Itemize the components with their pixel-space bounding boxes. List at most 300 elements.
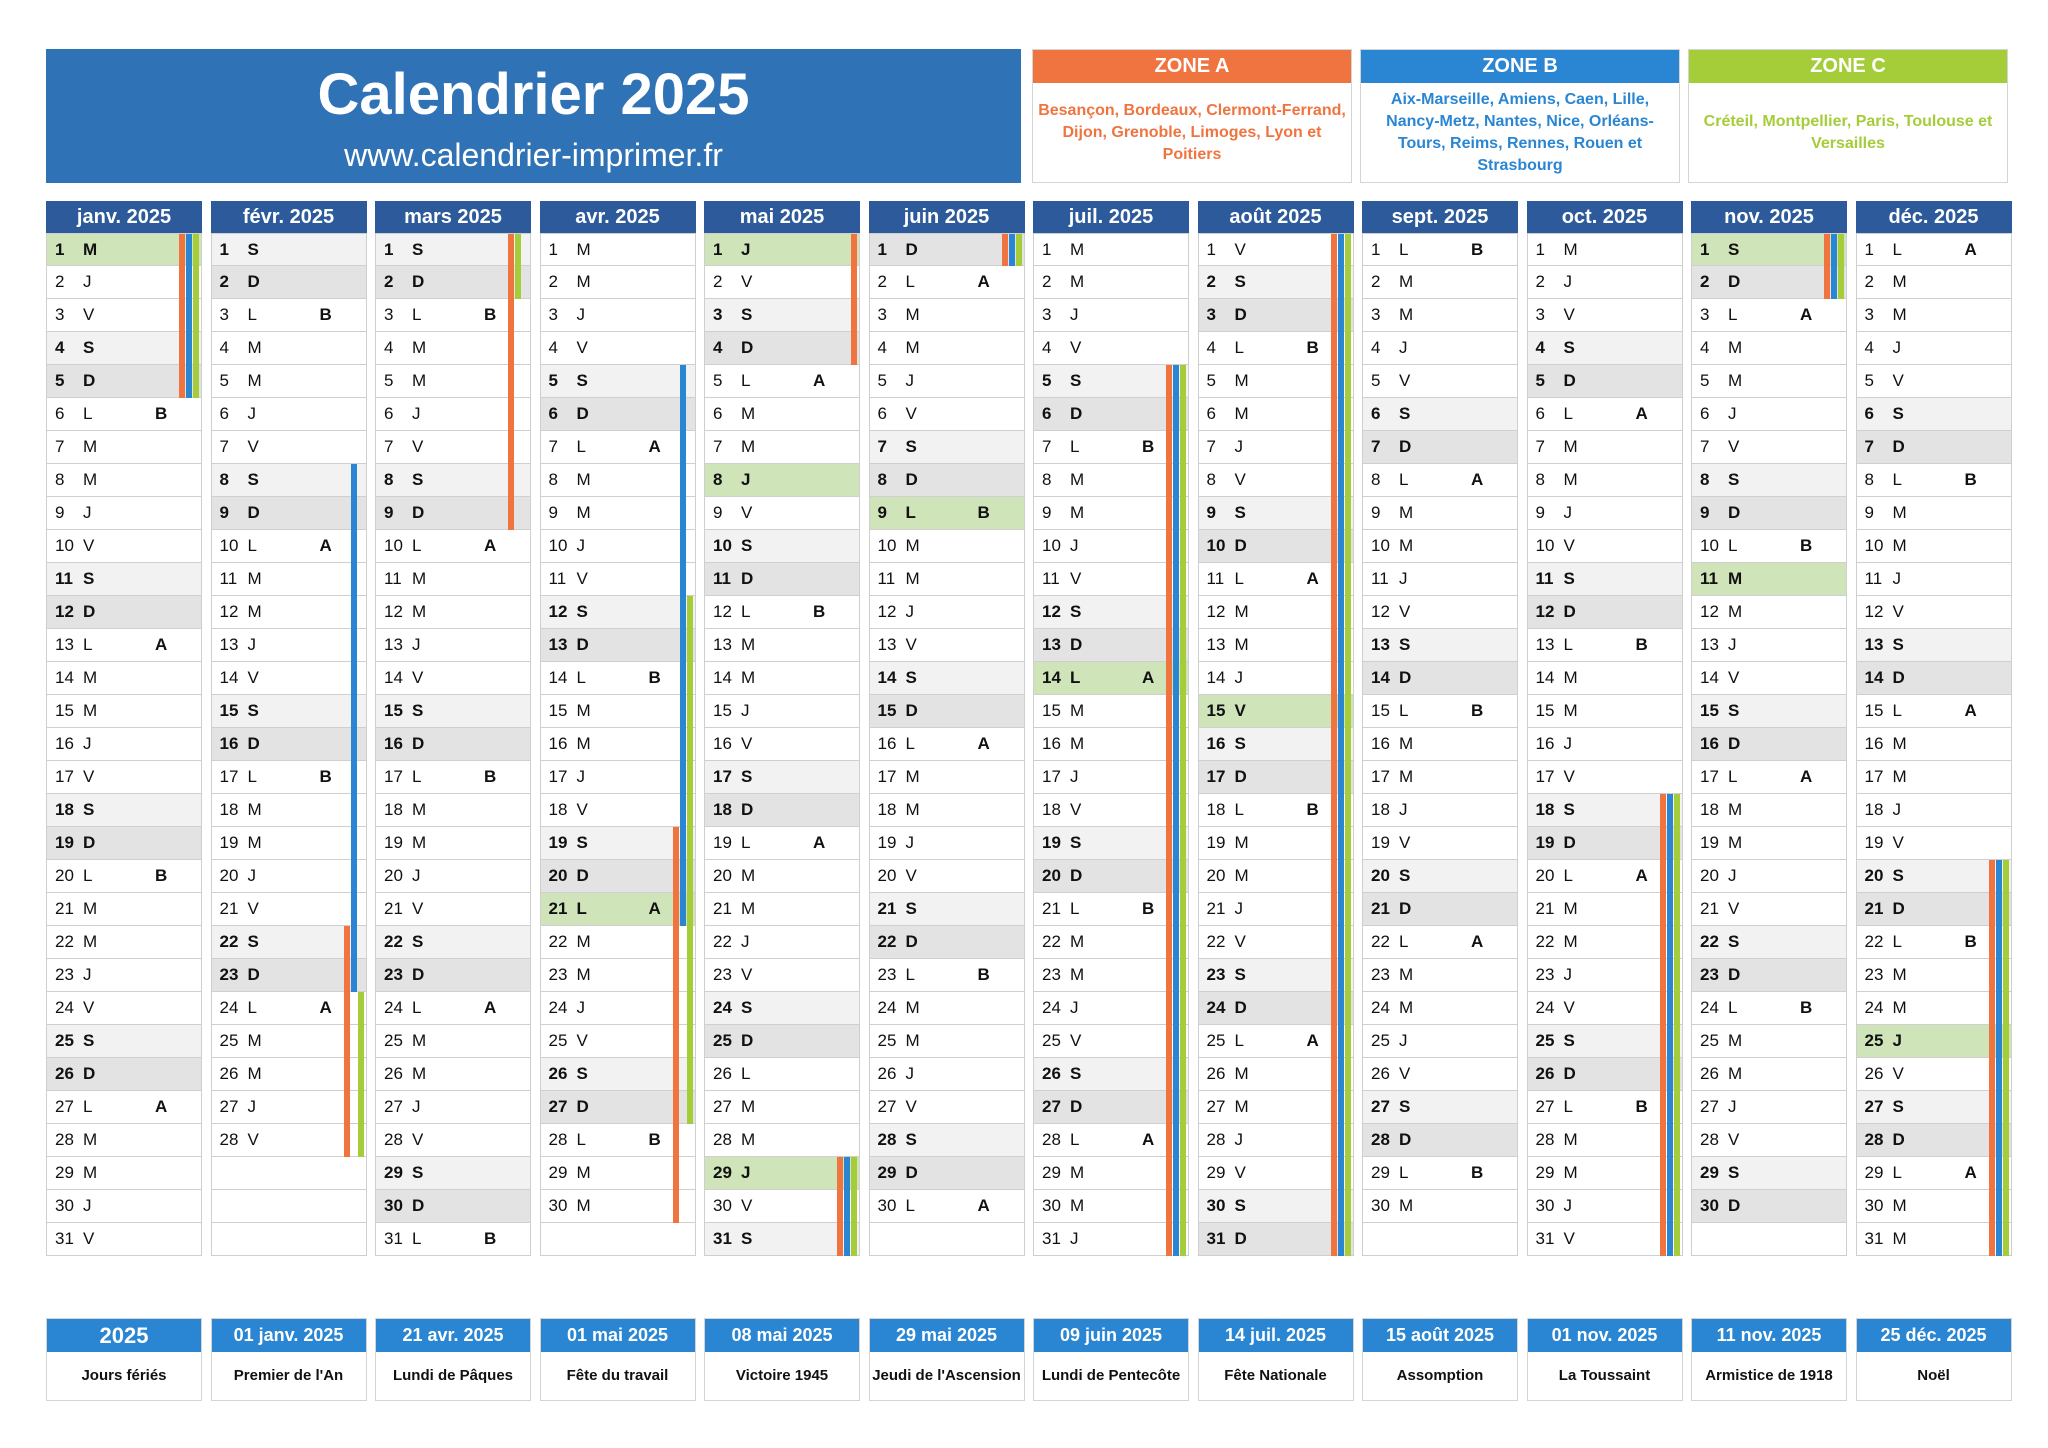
zone-b-holiday-bar	[1996, 1190, 2002, 1223]
zone-b-holiday-bar	[680, 563, 686, 596]
zone-b-holiday-bar	[1996, 959, 2002, 992]
day-cell	[46, 992, 202, 1025]
day-number: 9	[877, 503, 887, 522]
zone-b-holiday-bar	[1338, 1190, 1344, 1223]
zone-b-holiday-bar	[1338, 530, 1344, 563]
day-number: 3	[713, 305, 723, 324]
day-number: 6	[55, 404, 65, 423]
day-cell	[1527, 1190, 1683, 1223]
day-number: 8	[55, 470, 65, 489]
weekday-letter: J	[412, 866, 421, 885]
weekday-letter: M	[1234, 833, 1249, 852]
day-number: 22	[55, 932, 74, 951]
day-number: 10	[219, 536, 239, 555]
day-cell	[1362, 1157, 1518, 1190]
day-number: 9	[548, 503, 558, 522]
day-cell	[1198, 596, 1354, 629]
day-number: 10	[1700, 536, 1719, 555]
day-cell	[46, 860, 202, 893]
zone-b-holiday-bar	[351, 926, 357, 959]
day-number: 4	[1700, 338, 1710, 357]
weekday-letter: J	[1070, 1229, 1079, 1248]
day-cell	[869, 266, 1025, 299]
day-cell	[211, 365, 367, 398]
day-number: 15	[548, 701, 568, 720]
day-number: 6	[1042, 404, 1052, 423]
zone-marker: B	[1635, 1097, 1648, 1116]
day-number: 26	[55, 1064, 74, 1083]
day-number: 7	[1206, 437, 1216, 456]
zone-marker: B	[1800, 536, 1813, 555]
day-number: 23	[1371, 965, 1390, 984]
day-number: 6	[1535, 404, 1545, 423]
day-number: 1	[1042, 240, 1052, 259]
footer-year-label: Jours fériés	[81, 1367, 167, 1384]
weekday-letter: J	[905, 602, 914, 621]
day-number: 31	[384, 1229, 403, 1248]
day-cell	[704, 926, 860, 959]
day-cell	[869, 761, 1025, 794]
holiday-name: Lundi de Pâques	[392, 1367, 513, 1384]
day-cell	[1033, 860, 1189, 893]
day-number: 10	[548, 536, 568, 555]
day-cell	[375, 497, 531, 530]
weekday-letter: S	[576, 602, 588, 621]
day-cell	[1527, 365, 1683, 398]
weekday-letter: M	[1070, 932, 1085, 951]
weekday-letter: V	[1892, 1064, 1904, 1083]
day-number: 14	[1700, 668, 1719, 687]
day-cell	[704, 1190, 860, 1223]
weekday-letter: M	[1728, 602, 1743, 621]
zone-a-holiday-bar	[1331, 1124, 1337, 1157]
zone-c-holiday-bar	[851, 1190, 857, 1223]
day-cell	[211, 530, 367, 563]
day-cell	[540, 827, 696, 860]
zone-b-holiday-bar	[1338, 629, 1344, 662]
zone-a-holiday-bar	[1331, 398, 1337, 431]
day-cell	[1198, 233, 1354, 266]
zone-b-holiday-bar	[1173, 893, 1179, 926]
day-number: 9	[1042, 503, 1052, 522]
day-number: 3	[1864, 305, 1874, 324]
day-number: 28	[1042, 1130, 1061, 1149]
zone-c-holiday-bar	[1180, 662, 1186, 695]
zone-b-holiday-bar	[1667, 1091, 1673, 1124]
day-cell	[1033, 1025, 1189, 1058]
zone-c-holiday-bar	[1345, 365, 1351, 398]
zone-b-holiday-bar	[680, 827, 686, 860]
day-cell	[375, 1190, 531, 1223]
day-number: 25	[1206, 1031, 1226, 1050]
day-cell	[1033, 365, 1189, 398]
zone-a-holiday-bar	[1331, 1058, 1337, 1091]
day-number: 6	[384, 404, 394, 423]
weekday-letter: S	[1234, 272, 1246, 291]
day-number: 21	[1535, 899, 1555, 918]
zone-b-holiday-bar	[1338, 398, 1344, 431]
day-cell	[1856, 1223, 2012, 1256]
day-cell	[375, 1058, 531, 1091]
day-number: 29	[1371, 1163, 1390, 1182]
weekday-letter: M	[1070, 1163, 1085, 1182]
weekday-letter: S	[1563, 569, 1575, 588]
weekday-letter: V	[1070, 1031, 1082, 1050]
day-number: 11	[1864, 569, 1883, 588]
zone-c-holiday-bar	[1345, 860, 1351, 893]
day-number: 27	[219, 1097, 239, 1116]
zone-c-holiday-bar	[1345, 992, 1351, 1025]
day-number: 24	[1535, 998, 1555, 1017]
zone-marker: B	[319, 767, 332, 786]
zone-c-holiday-bar	[1674, 860, 1680, 893]
day-number: 31	[1864, 1229, 1884, 1248]
zone-marker: A	[1964, 240, 1977, 259]
weekday-letter: V	[741, 965, 753, 984]
zone-b-holiday-bar	[1996, 1091, 2002, 1124]
day-number: 10	[1206, 536, 1226, 555]
weekday-letter: J	[1234, 437, 1243, 456]
day-cell	[1856, 860, 2012, 893]
zone-a-holiday-bar	[1331, 332, 1337, 365]
zone-b-holiday-bar	[351, 497, 357, 530]
weekday-letter: J	[1234, 899, 1243, 918]
day-cell	[46, 299, 202, 332]
day-cell	[704, 563, 860, 596]
holiday-name: La Toussaint	[1558, 1367, 1651, 1384]
zone-a-holiday-bar	[1166, 365, 1172, 398]
day-number: 13	[548, 635, 568, 654]
weekday-letter: M	[1234, 602, 1249, 621]
day-number: 30	[1700, 1196, 1719, 1215]
day-cell	[1033, 1091, 1189, 1124]
weekday-letter: S	[1234, 734, 1246, 753]
day-cell	[540, 1025, 696, 1058]
zone-c-holiday-bar	[687, 992, 693, 1025]
day-cell	[1033, 332, 1189, 365]
zone-marker: B	[1306, 800, 1319, 819]
zone-a-holiday-bar	[1989, 1157, 1995, 1190]
zone-c-holiday-bar	[1674, 1190, 1680, 1223]
weekday-letter: M	[1234, 635, 1249, 654]
day-cell	[211, 662, 367, 695]
weekday-letter: M	[905, 338, 920, 357]
weekday-letter: J	[412, 404, 421, 423]
day-cell	[704, 233, 860, 266]
month-header: mars 2025	[375, 201, 531, 233]
weekday-letter: M	[1892, 734, 1907, 753]
zone-c-holiday-bar	[1180, 431, 1186, 464]
zone-a-holiday-bar	[1166, 596, 1172, 629]
day-number: 21	[548, 899, 568, 918]
day-number: 24	[219, 998, 239, 1017]
day-number: 25	[713, 1031, 732, 1050]
day-cell	[540, 1157, 696, 1190]
day-number: 16	[1206, 734, 1226, 753]
zone-marker: B	[1964, 470, 1977, 489]
day-cell	[1856, 563, 2012, 596]
day-number: 25	[1371, 1031, 1390, 1050]
weekday-letter: D	[905, 701, 918, 720]
zone-a-holiday-bar	[1660, 827, 1666, 860]
day-number: 22	[1371, 932, 1390, 951]
weekday-letter: V	[1892, 833, 1904, 852]
zone-c-holiday-bar	[1345, 234, 1351, 266]
day-number: 3	[877, 305, 887, 324]
weekday-letter: J	[905, 371, 914, 390]
holiday-entry	[211, 1318, 367, 1401]
day-cell	[869, 728, 1025, 761]
day-cell	[375, 1025, 531, 1058]
day-number: 14	[55, 668, 74, 687]
day-cell	[540, 629, 696, 662]
page-title: Calendrier 2025	[317, 62, 750, 127]
weekday-letter: L	[83, 404, 93, 423]
zone-b-holiday-bar	[680, 662, 686, 695]
weekday-letter: M	[247, 1064, 262, 1083]
day-number: 3	[1042, 305, 1052, 324]
day-number: 31	[1206, 1229, 1226, 1248]
weekday-letter: M	[247, 338, 262, 357]
day-number: 11	[548, 569, 567, 588]
zone-b-holiday-bar	[351, 827, 357, 860]
weekday-letter: V	[83, 536, 95, 555]
weekday-letter: J	[83, 272, 92, 291]
day-number: 15	[1535, 701, 1555, 720]
zone-a-holiday-bar	[1989, 1091, 1995, 1124]
day-number: 3	[1700, 305, 1710, 324]
day-number: 3	[1206, 305, 1216, 324]
zone-marker: A	[1142, 668, 1155, 687]
zone-a-holiday-bar	[1331, 926, 1337, 959]
weekday-letter: J	[83, 1196, 92, 1215]
day-number: 12	[1371, 602, 1390, 621]
zone-b-holiday-bar	[1173, 365, 1179, 398]
day-number: 25	[384, 1031, 403, 1050]
zone-b-holiday-bar	[1338, 827, 1344, 860]
weekday-letter: V	[1234, 240, 1246, 259]
weekday-letter: S	[1728, 701, 1740, 720]
day-number: 24	[877, 998, 897, 1017]
weekday-letter: L	[1070, 1130, 1080, 1149]
zone-marker: A	[1964, 1163, 1977, 1182]
weekday-letter: S	[1234, 1196, 1246, 1215]
day-number: 8	[1371, 470, 1381, 489]
day-number: 13	[55, 635, 74, 654]
weekday-letter: L	[905, 965, 915, 984]
day-number: 9	[1206, 503, 1216, 522]
weekday-letter: L	[1399, 240, 1409, 259]
zone-marker: B	[977, 503, 990, 522]
weekday-letter: M	[1563, 1163, 1578, 1182]
day-cell	[540, 464, 696, 497]
day-cell	[869, 1157, 1025, 1190]
zone-a-holiday-bar	[673, 1157, 679, 1190]
zone-a-holiday-bar	[1331, 959, 1337, 992]
day-cell	[540, 1190, 696, 1223]
weekday-letter: M	[1234, 371, 1249, 390]
day-cell	[46, 233, 202, 266]
day-cell	[1362, 365, 1518, 398]
day-cell	[1362, 299, 1518, 332]
day-number: 30	[548, 1196, 568, 1215]
zone-c-holiday-bar	[1345, 662, 1351, 695]
day-cell	[211, 860, 367, 893]
weekday-letter: L	[1399, 701, 1409, 720]
weekday-letter: M	[1563, 701, 1578, 720]
day-number: 20	[1206, 866, 1226, 885]
zone-c-holiday-bar	[515, 234, 521, 266]
zone-c-holiday-bar	[2003, 1025, 2009, 1058]
day-number: 3	[1371, 305, 1381, 324]
weekday-letter: S	[576, 371, 588, 390]
weekday-letter: S	[1892, 866, 1904, 885]
day-number: 9	[1864, 503, 1874, 522]
zone-a-holiday-bar	[1331, 629, 1337, 662]
weekday-letter: M	[1070, 734, 1085, 753]
zone-c-holiday-bar	[687, 959, 693, 992]
day-cell	[1856, 530, 2012, 563]
zone-c-holiday-bar	[1180, 1190, 1186, 1223]
weekday-letter: M	[1399, 272, 1414, 291]
zone-a-holiday-bar	[1660, 1124, 1666, 1157]
weekday-letter: J	[1563, 503, 1572, 522]
day-number: 29	[1042, 1163, 1061, 1182]
zone-a-holiday-bar	[1331, 563, 1337, 596]
day-number: 30	[713, 1196, 732, 1215]
zone-b-holiday-bar	[1667, 959, 1673, 992]
zone-c-holiday-bar	[1674, 794, 1680, 827]
day-number: 15	[1864, 701, 1884, 720]
day-number: 19	[1535, 833, 1555, 852]
zone-b-holiday-bar	[351, 629, 357, 662]
weekday-letter: M	[576, 1196, 591, 1215]
weekday-letter: V	[1234, 470, 1246, 489]
zone-b-holiday-bar	[1667, 1025, 1673, 1058]
zone-c-holiday-bar	[687, 695, 693, 728]
zone-b-holiday-bar	[680, 398, 686, 431]
day-number: 26	[1535, 1064, 1555, 1083]
day-cell	[375, 794, 531, 827]
zone-b-holiday-bar	[1996, 1058, 2002, 1091]
zone-marker: B	[484, 1229, 497, 1248]
weekday-letter: D	[1070, 866, 1083, 885]
weekday-letter: J	[1728, 635, 1737, 654]
zone-a-holiday-bar	[1331, 596, 1337, 629]
zone-a-holiday-bar	[1331, 1157, 1337, 1190]
day-number: 20	[55, 866, 74, 885]
zone-c-holiday-bar	[1180, 1025, 1186, 1058]
day-cell	[1033, 398, 1189, 431]
weekday-letter: D	[1728, 503, 1741, 522]
zone-marker: A	[484, 536, 497, 555]
day-number: 21	[1700, 899, 1719, 918]
day-cell	[1856, 1091, 2012, 1124]
weekday-letter: L	[1728, 767, 1738, 786]
weekday-letter: J	[1563, 734, 1572, 753]
zone-a-holiday-bar	[673, 1190, 679, 1223]
month-header: janv. 2025	[46, 201, 202, 233]
zone-a-holiday-bar	[1989, 992, 1995, 1025]
day-cell	[1362, 1025, 1518, 1058]
weekday-letter: M	[1563, 668, 1578, 687]
zone-c-holiday-bar	[1345, 893, 1351, 926]
day-number: 5	[713, 371, 723, 390]
weekday-letter: L	[1399, 932, 1409, 951]
weekday-letter: M	[247, 602, 262, 621]
weekday-letter: M	[741, 668, 756, 687]
day-number: 25	[1864, 1031, 1884, 1050]
zone-a-holiday-bar	[1989, 860, 1995, 893]
day-number: 25	[877, 1031, 897, 1050]
day-cell	[540, 860, 696, 893]
day-cell	[1691, 530, 1847, 563]
zone-b-holiday-bar	[351, 695, 357, 728]
weekday-letter: V	[412, 668, 424, 687]
weekday-letter: V	[1234, 701, 1246, 720]
weekday-letter: V	[905, 635, 917, 654]
day-number: 15	[384, 701, 403, 720]
day-number: 7	[219, 437, 229, 456]
weekday-letter: L	[247, 767, 257, 786]
zone-marker: A	[813, 371, 826, 390]
day-number: 21	[1864, 899, 1884, 918]
zone-marker: A	[977, 1196, 990, 1215]
zone-a-holiday-bar	[1989, 1190, 1995, 1223]
weekday-letter: S	[247, 240, 259, 259]
day-cell	[869, 530, 1025, 563]
weekday-letter: D	[1070, 404, 1083, 423]
zone-marker: B	[1142, 899, 1155, 918]
weekday-letter: S	[412, 1163, 424, 1182]
weekday-letter: J	[83, 503, 92, 522]
day-number: 29	[877, 1163, 897, 1182]
weekday-letter: V	[1234, 1163, 1246, 1182]
day-number: 2	[548, 272, 558, 291]
zone-c-holiday-bar	[1180, 926, 1186, 959]
day-number: 5	[1042, 371, 1052, 390]
zone-a-holiday-bar	[1989, 1124, 1995, 1157]
day-number: 10	[713, 536, 732, 555]
holiday-name: Fête du travail	[566, 1367, 669, 1384]
day-number: 27	[55, 1097, 74, 1116]
zone-a-holiday-bar	[1331, 266, 1337, 299]
weekday-letter: S	[83, 338, 95, 357]
day-number: 10	[1535, 536, 1555, 555]
day-cell	[540, 761, 696, 794]
weekday-letter: D	[247, 965, 260, 984]
weekday-letter: M	[1563, 932, 1578, 951]
day-number: 21	[55, 899, 74, 918]
day-number: 27	[1535, 1097, 1555, 1116]
day-cell	[1527, 596, 1683, 629]
weekday-letter: V	[83, 998, 95, 1017]
day-cell	[211, 992, 367, 1025]
weekday-letter: L	[905, 734, 915, 753]
day-number: 7	[1371, 437, 1381, 456]
day-number: 12	[1700, 602, 1719, 621]
weekday-letter: J	[905, 833, 914, 852]
zone-a-label: ZONE A	[1033, 50, 1351, 83]
website-link[interactable]: www.calendrier-imprimer.fr	[344, 137, 723, 173]
day-cell	[1691, 959, 1847, 992]
zone-marker: A	[1471, 932, 1484, 951]
zone-marker: A	[977, 272, 990, 291]
day-number: 14	[548, 668, 568, 687]
zone-a-holiday-bar	[1660, 926, 1666, 959]
day-number: 21	[219, 899, 239, 918]
day-cell	[1691, 299, 1847, 332]
